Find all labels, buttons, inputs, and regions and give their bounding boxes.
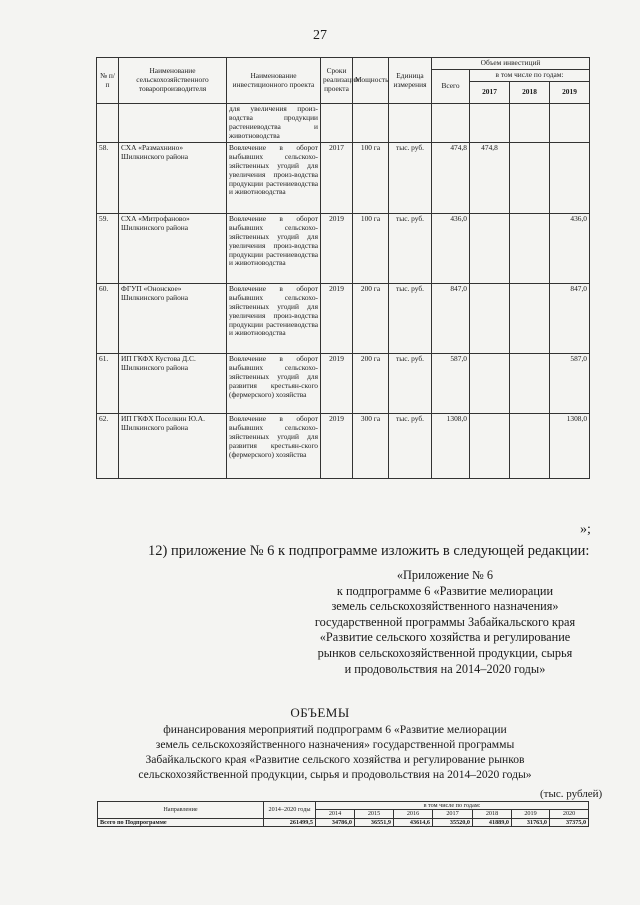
project-cell: Вовлечение в оборот выбывших сельскохо-зяйственных угодий для увеличения произ-водства продукции растениеводства и животноводства: [227, 284, 321, 354]
appendix-line: государственной программы Забайкальского края: [314, 614, 576, 629]
value-2018-cell: [510, 354, 550, 414]
project-cell: Вовлечение в оборот выбывших сельскохо-зяйственных угодий для увеличения произ-водства продукции растениеводства и животноводства: [227, 214, 321, 284]
producer-cell: СХА «Митрофаново» Шилкинского района: [119, 214, 227, 284]
value-2019-cell: [550, 143, 590, 214]
units-note: (тыс. рублей): [540, 788, 603, 800]
total-row: [98, 818, 589, 826]
amendment-statement: 12) приложение № 6 к подпрограмме изложить в следующей редакции:: [148, 543, 590, 559]
appendix-line: к подпрограмме 6 «Развитие мелиорации: [336, 583, 554, 598]
header-producer: Наименование сельскохозяйственного товаропроизводителя: [119, 58, 227, 104]
project-cell: Вовлечение в оборот выбывших сельскохо-зяйственных угодий для увеличения произ-водства продукции растениеводства и животноводства: [227, 143, 321, 214]
value-2019-cell: 587,0: [550, 354, 590, 414]
unit-cell: тыс. руб.: [389, 214, 432, 284]
total-row-value: 34786,0: [316, 818, 355, 826]
unit-cell: тыс. руб.: [389, 284, 432, 354]
header-total: Всего: [432, 70, 470, 104]
value-2019-cell: 847,0: [550, 284, 590, 354]
subtitle-line: сельскохозяйственной продукции, сырья и продовольствия на 2014–2020 годы»: [138, 768, 532, 781]
header-num: № п/п: [97, 58, 119, 104]
subtitle-line: Забайкальского края «Развитие сельского хозяйства и регулирование рынков: [145, 753, 525, 766]
table-row: [97, 354, 590, 414]
producer-cell: ИП ГКФХ Кустова Д.С. Шилкинского района: [119, 354, 227, 414]
capacity-cell: 100 га: [353, 143, 389, 214]
total-row-value: 37375,0: [550, 818, 589, 826]
financing-table: [97, 801, 589, 827]
year-header: 2014: [316, 810, 355, 818]
period-header: 2014–2020 годы: [264, 802, 316, 819]
row-num: 61.: [97, 354, 119, 414]
appendix-line: земель сельскохозяйственного назначения»: [331, 599, 559, 614]
term-cell: 2019: [321, 284, 353, 354]
total-row-value: 41889,0: [473, 818, 512, 826]
row-num: 60.: [97, 284, 119, 354]
value-2017-cell: [470, 284, 510, 354]
table-row: [97, 143, 590, 214]
capacity-cell: 200 га: [353, 284, 389, 354]
term-cell: 2019: [321, 414, 353, 479]
total-row-label: Всего по Подпрограмме: [98, 818, 264, 826]
value-2019-cell: 436,0: [550, 214, 590, 284]
year-header: 2016: [394, 810, 433, 818]
project-cell: для увеличения произ-водства продукции растениеводства и животноводства: [227, 104, 321, 143]
term-cell: 2019: [321, 214, 353, 284]
unit-cell: тыс. руб.: [389, 143, 432, 214]
direction-header: Направление: [98, 802, 264, 819]
year-header: 2015: [355, 810, 394, 818]
header-year-2017: 2017: [470, 82, 510, 104]
unit-cell: тыс. руб.: [389, 354, 432, 414]
capacity-cell: 200 га: [353, 354, 389, 414]
value-2018-cell: [510, 284, 550, 354]
total-cell: 436,0: [432, 214, 470, 284]
value-2018-cell: [510, 143, 550, 214]
term-cell: 2017: [321, 143, 353, 214]
section-subtitle: [100, 722, 570, 782]
header-project: Наименование инвестиционного проекта: [227, 58, 321, 104]
value-2018-cell: [510, 414, 550, 479]
year-header: 2020: [550, 810, 589, 818]
value-2017-cell: 474,8: [470, 143, 510, 214]
subtitle-line: земель сельскохозяйственного назначения» государственной программы: [155, 738, 515, 751]
total-cell: 847,0: [432, 284, 470, 354]
header-year-2019: 2019: [550, 82, 590, 104]
unit-cell: тыс. руб.: [389, 414, 432, 479]
value-2017-cell: [470, 354, 510, 414]
producer-cell: ИП ГКФХ Поселкин Ю.А. Шилкинского района: [119, 414, 227, 479]
total-row-value: 35520,0: [433, 818, 473, 826]
term-cell: 2019: [321, 354, 353, 414]
section-title: ОБЪЕМЫ: [290, 705, 350, 720]
project-cell: Вовлечение в оборот выбывших сельскохо-зяйственных угодий для развития крестьян-ского (фермерского) хозяйства: [227, 414, 321, 479]
total-row-sum: 261499,5: [264, 818, 316, 826]
total-cell: 587,0: [432, 354, 470, 414]
capacity-cell: 100 га: [353, 214, 389, 284]
value-2017-cell: [470, 414, 510, 479]
total-cell: 1308,0: [432, 414, 470, 479]
value-2018-cell: [510, 214, 550, 284]
project-cell: Вовлечение в оборот выбывших сельскохо-зяйственных угодий для развития крестьян-ского (фермерского) хозяйства: [227, 354, 321, 414]
table-row: [97, 284, 590, 354]
appendix-line: и продовольствия на 2014–2020 годы»: [344, 661, 546, 676]
capacity-cell: 300 га: [353, 414, 389, 479]
total-row-value: 43614,6: [394, 818, 433, 826]
row-num: 59.: [97, 214, 119, 284]
table-row-continued: [97, 104, 590, 143]
table-row: [97, 414, 590, 479]
year-header: 2017: [433, 810, 473, 818]
appendix-line: рынков сельскохозяйственной продукции, сырья: [317, 645, 573, 660]
total-row-value: 36551,9: [355, 818, 394, 826]
header-term: Сроки реализации проекта: [321, 58, 353, 104]
header-volume: Объем инвестиций: [432, 58, 590, 70]
closing-quote-mark: »;: [580, 522, 591, 537]
appendix-line: «Развитие сельского хозяйства и регулирование: [319, 630, 571, 645]
table-row: [97, 214, 590, 284]
value-2017-cell: [470, 214, 510, 284]
producer-cell: ФГУП «Ононское» Шилкинского района: [119, 284, 227, 354]
total-cell: 474,8: [432, 143, 470, 214]
page-number: 27: [313, 28, 327, 43]
row-num: 58.: [97, 143, 119, 214]
subtitle-line: финансирования мероприятий подпрограмм 6 «Развитие мелиорации: [163, 723, 507, 736]
value-2019-cell: 1308,0: [550, 414, 590, 479]
row-num: 62.: [97, 414, 119, 479]
producer-cell: СХА «Размахнино» Шилкинского района: [119, 143, 227, 214]
year-header: 2018: [473, 810, 512, 818]
year-header: 2019: [512, 810, 550, 818]
total-row-value: 31763,0: [512, 818, 550, 826]
investment-table: [96, 57, 590, 479]
header-incl-years: в том числе по годам:: [470, 70, 590, 82]
incl-years-header: в том числе по годам:: [316, 802, 589, 810]
header-unit: Единица измерения: [389, 58, 432, 104]
appendix-line: «Приложение № 6: [396, 568, 494, 582]
header-year-2018: 2018: [510, 82, 550, 104]
appendix-header: [300, 568, 590, 677]
header-capacity: Мощность: [353, 58, 389, 104]
